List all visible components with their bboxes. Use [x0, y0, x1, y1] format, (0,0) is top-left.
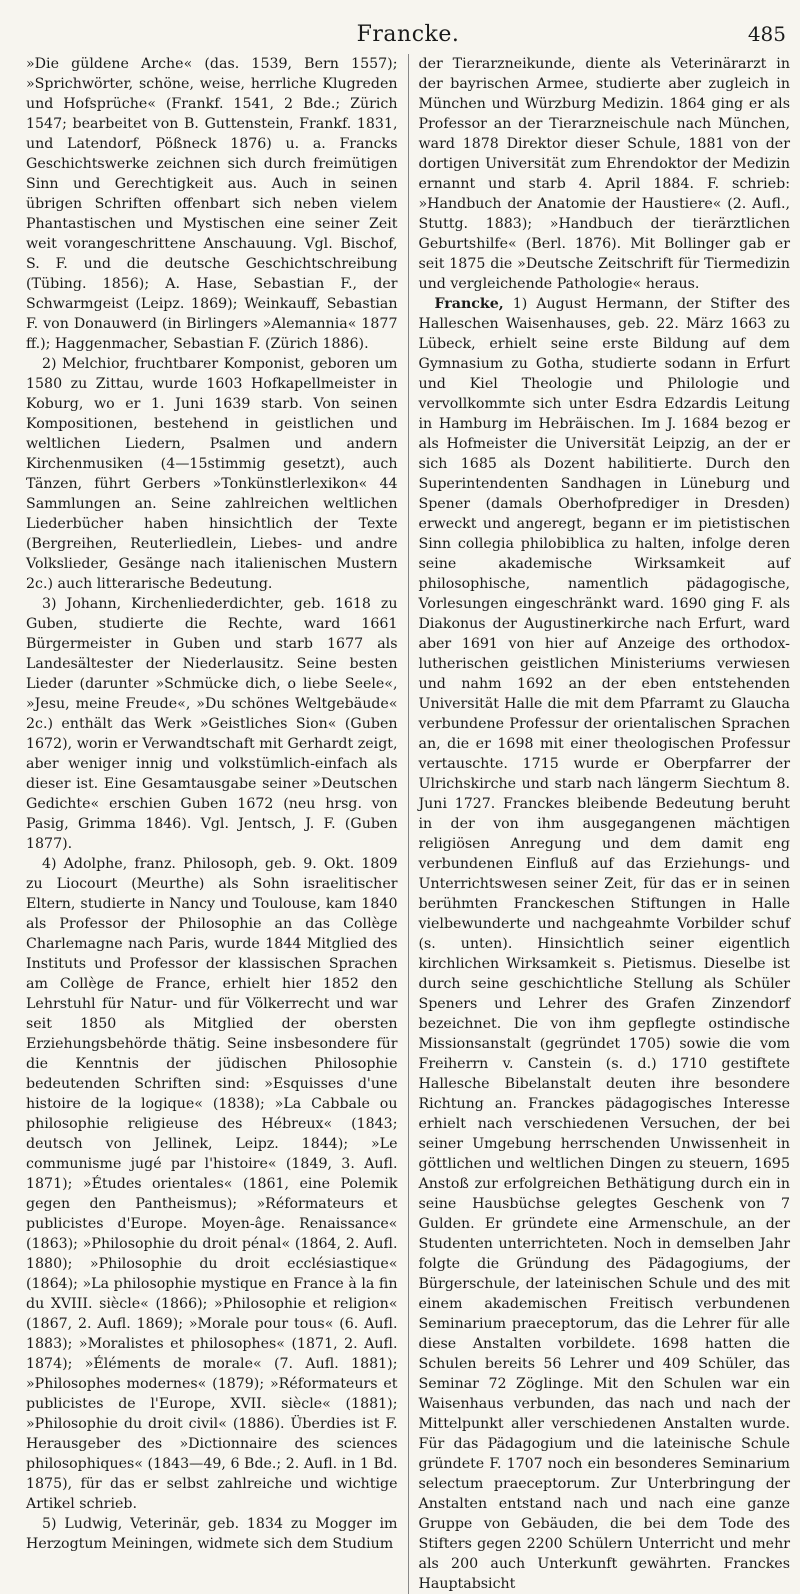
running-title: Francke.	[356, 22, 460, 47]
paragraph: »Die güldene Arche« (das. 1539, Bern 1557); »Sprichwörter, schöne, weise, herrliche Klugreden und Hofsprüche« (Frankf. 1541, 2 Bde.; Zürich 1547; bearbeitet von B. Guttenstein, Frankf. 1831, und Latendorf, Pößneck 1876) u. a. Francks Geschichtswerke zeichnen sich durch freimütigen Sinn und Gerechtigkeit aus. Auch in seinen übrigen Schriften offenbart sich neben vielem Phantastischen und Mystischen eine seiner Zeit weit vorangeschrittene Anschauung. Vgl. Bischof, S. F. und die deutsche Geschichtschreibung (Tübing. 1856); A. Hase, Sebastian F., der Schwarmgeist (Leipz. 1869); Weinkauff, Sebastian F. von Donauwerd (in Birlingers »Alemannia« 1877 ff.); Haggenmacher, Sebastian F. (Zürich 1886).	[26, 56, 398, 352]
paragraph: 2) Melchior, fruchtbarer Komponist, geboren um 1580 zu Zittau, wurde 1603 Hofkapellmeister in Koburg, wo er 1. Juni 1639 starb. Von seinen Kompositionen, bestehend in geistlichen und weltlichen Liedern, Psalmen und andern Kirchenmusiken (4—15stimmig gesetzt), auch Tänzen, führt Gerbers »Tonkünstlerlexikon« 44 Sammlungen an. Seine zahlreichen weltlichen Liederbücher haben hinsichtlich der Texte (Bergreihen, Reuterliedlein, Liebes- und andre Volkslieder, Gesänge nach italienischen Mustern 2c.) auch litterarische Bedeutung.	[26, 356, 398, 592]
text-columns	[26, 54, 790, 1594]
paragraph: 4) Adolphe, franz. Philosoph, geb. 9. Okt. 1809 zu Liocourt (Meurthe) als Sohn israelitischer Eltern, studierte in Nancy und Toulouse, kam 1840 als Professor der Philosophie an das Collège Charlemagne nach Paris, wurde 1844 Mitglied des Instituts und Professor der klassischen Sprachen am Collège de France, erhielt hier 1852 den Lehrstuhl für Natur- und für Völkerrecht und war seit 1850 als Mitglied der obersten Erziehungsbehörde thätig. Seine insbesondere für die Kenntnis der jüdischen Philosophie bedeutenden Schriften sind: »Esquisses d'une histoire de la logique« (1838); »La Cabbale ou philosophie religieuse des Hébreux« (1843; deutsch von Jellinek, Leipz. 1844); »Le communisme jugé par l'histoire« (1849, 3. Aufl. 1871); »Études orientales« (1861, eine Polemik gegen den Pantheismus); »Réformateurs et publicistes d'Europe. Moyen-âge. Renaissance« (1863); »Philosophie du droit pénal« (1864, 2. Aufl. 1880); »Philosophie du droit ecclésiastique« (1864); »La philosophie mystique en France à la fin du XVIII. siècle« (1866); »Philosophie et religion« (1867, 2. Aufl. 1869); »Morale pour tous« (6. Aufl. 1883); »Moralistes et philosophes« (1871, 2. Aufl. 1874); »Éléments de morale« (7. Aufl. 1881); »Philosophes modernes« (1879); »Réformateurs et publicistes de l'Europe, XVII. siècle« (1881); »Philosophie du droit civil« (1886). Überdies ist F. Herausgeber des »Dictionnaire des sciences philosophiques« (1843—49, 6 Bde.; 2. Aufl. in 1 Bd. 1875), für das er selbst zahlreiche und wichtige Artikel schrieb.	[26, 856, 398, 1512]
page-number: 485	[747, 22, 786, 46]
right-column	[418, 54, 790, 1594]
column-divider	[408, 54, 409, 1594]
paragraph: der Tierarzneikunde, diente als Veterinärarzt in der bayrischen Armee, studierte aber zugleich in München und Würzburg Medizin. 1864 ging er als Professor an der Tierarzneischule nach München, ward 1878 Direktor dieser Schule, 1881 von der dortigen Universität zum Ehrendoktor der Medizin ernannt und starb 4. April 1884. F. schrieb: »Handbuch der Anatomie der Haustiere« (2. Aufl., Stuttg. 1883); »Handbuch der tierärztlichen Geburtshilfe« (Berl. 1876). Mit Bollinger gab er seit 1875 die »Deutsche Zeitschrift für Tiermedizin und vergleichende Pathologie« heraus.	[418, 56, 790, 292]
entry-lemma: Francke,	[434, 296, 504, 312]
paragraph: 3) Johann, Kirchenliederdichter, geb. 1618 zu Guben, studierte die Rechte, ward 1661 Bürgermeister in Guben und starb 1677 als Landesältester der Niederlausitz. Seine besten Lieder (darunter »Schmücke dich, o liebe Seele«, »Jesu, meine Freude«, »Du schönes Weltgebäude« 2c.) enthält das Werk »Geistliches Sion« (Guben 1672), worin er Verwandtschaft mit Gerhardt zeigt, aber weniger innig und volkstümlich-einfach als dieser ist. Eine Gesamtausgabe seiner »Deutschen Gedichte« erschien Guben 1672 (neu hrsg. von Pasig, Grimma 1846). Vgl. Jentsch, J. F. (Guben 1877).	[26, 596, 398, 852]
entry-text: 1) August Hermann, der Stifter des Halleschen Waisenhauses, geb. 22. März 1663 zu Lübeck, erhielt seine erste Bildung auf dem Gymnasium zu Gotha, studierte sodann in Erfurt und Kiel Theologie und Philologie und vervollkommte sich unter Esdra Edzardis Leitung in Hamburg im Hebräischen. Im J. 1684 bezog er als Hofmeister die Universität Leipzig, an der er sich 1685 als Dozent habilitierte. Durch den Superintendenten Sandhagen in Lüneburg und Spener (damals Oberhofprediger in Dresden) erweckt und angeregt, begann er im pietistischen Sinn collegia philobiblica zu halten, infolge deren seine akademische Wirksamkeit auf philosophische, namentlich pädagogische, Vorlesungen eingeschränkt ward. 1690 ging F. als Diakonus der Augustinerkirche nach Erfurt, ward aber 1691 von hier auf Anzeige des orthodox-lutherischen geistlichen Ministeriums verwiesen und nahm 1692 an der eben entstehenden Universität Halle die mit dem Pfarramt zu Glaucha verbundene Professur der orientalischen Sprachen an, die er 1698 mit einer theologischen Professur vertauschte. 1715 wurde er Oberpfarrer der Ulrichskirche und starb nach längerm Siechtum 8. Juni 1727. Franckes bleibende Bedeutung beruht in der von ihm ausgegangenen mächtigen religiösen Anregung und dem damit eng verbundenen Einfluß auf das Erziehungs- und Unterrichtswesen seiner Zeit, für das er in seinen berühmten Franckeschen Stiftungen in Halle vielbewunderte und nachgeahmte Vorbilder schuf (s. unten). Hinsichtlich seiner eigentlich kirchlichen Wirksamkeit s. Pietismus. Dieselbe ist durch seine geschichtliche Stellung als Schüler Speners und Lehrer des Grafen Zinzendorf bezeichnet. Die von ihm gepflegte ostindische Missionsanstalt (gegründet 1705) sowie die vom Freiherrn v. Canstein (s. d.) 1710 gestiftete Hallesche Bibelanstalt deuten ihre besondere Richtung an. Franckes pädagogisches Interesse erhielt nach verschiedenen Versuchen, der bei seiner Umgebung herrschenden Unwissenheit in göttlichen und weltlichen Dingen zu steuern, 1695 Anstoß zur erfolgreichen Bethätigung durch ein in seine Hausbüchse gelegtes Geschenk von 7 Gulden. Er gründete eine Armenschule, an der Studenten unterrichteten. Noch in demselben Jahr folgte die Gründung des Pädagogiums, der Bürgerschule, der lateinischen Schule und des mit einem akademischen Freitisch verbundenen Seminarium praeceptorum, das die Lehrer für alle diese Anstalten vorbildete. 1698 hatten die Schulen bereits 56 Lehrer und 409 Schüler, das Seminar 72 Zöglinge. Mit den Schulen war ein Waisenhaus verbunden, das nach und nach der Mittelpunkt aller verschiedenen Anstalten wurde. Für das Pädagogium und die lateinische Schule gründete F. 1707 noch ein besonderes Seminarium selectum praeceptorum. Zur Unterbringung der Anstalten entstand nach und nach eine ganze Gruppe von Gebäuden, die bei dem Tode des Stifters gegen 2200 Schülern Unterricht und mehr als 200 auch Unterkunft gewährten. Franckes Hauptabsicht	[418, 296, 790, 1592]
paragraph: 5) Ludwig, Veterinär, geb. 1834 zu Mogger im Herzogtum Meiningen, widmete sich dem Studium	[26, 1516, 398, 1552]
entry-paragraph	[418, 294, 790, 1594]
page-header	[26, 14, 790, 54]
left-column	[26, 54, 398, 1594]
